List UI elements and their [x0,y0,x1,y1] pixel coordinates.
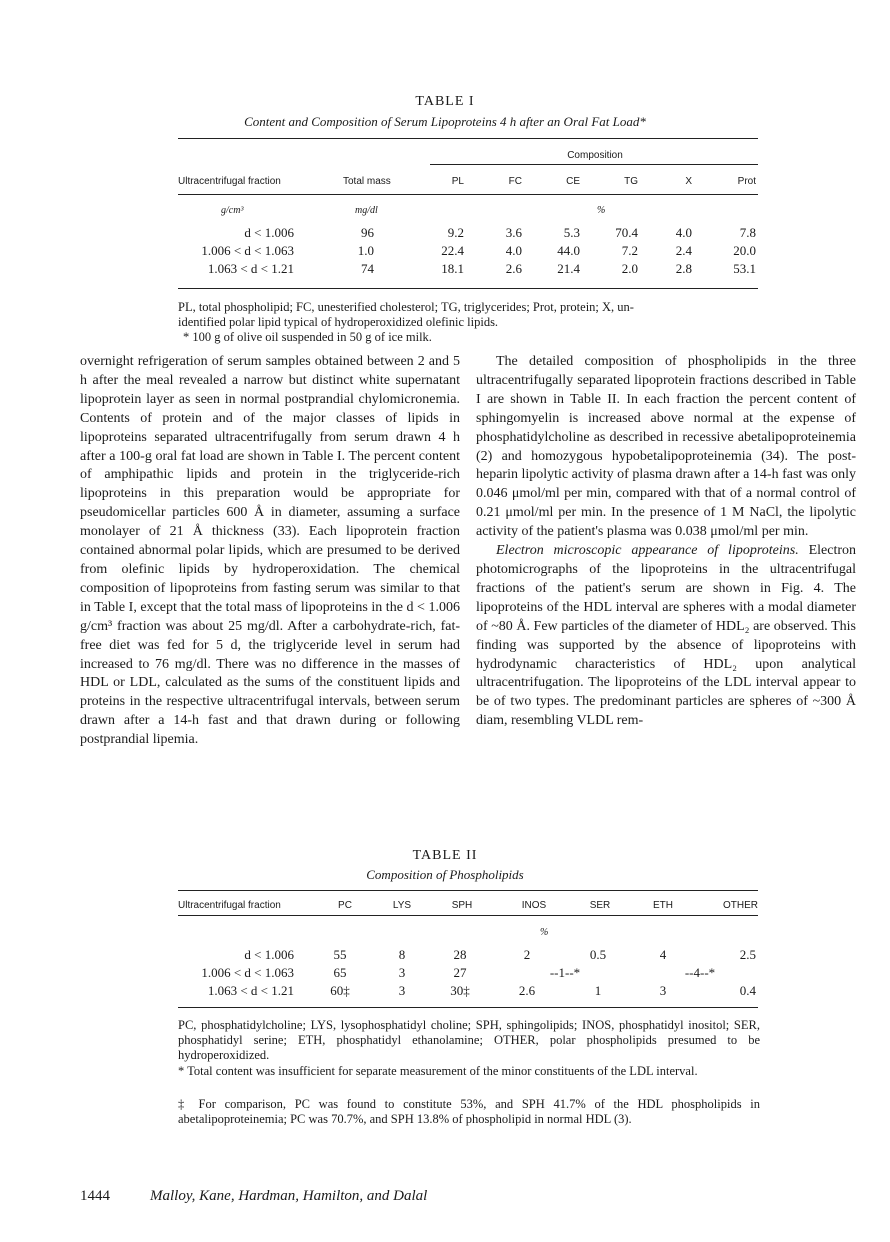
lys-cell: 3 [398,965,406,980]
table2-note-abbrev: PC, phosphatidylcholine; LYS, lysophosphatidyl choline; SPH, sphingolipids; INOS, phosphatidyl inositol; SER, phosphatidyl serine; ETH, phosphatidyl ethanolamine; OTHER, polar phospholipids presumed to be hydroperoxidized. [178,1018,760,1062]
table1-label: TABLE I [415,94,475,109]
eth-other-cell: --4--* [684,965,716,980]
table1-header-mass: Total mass [343,176,391,187]
section-text: Electron photomicrographs of the lipoproteins in the ultracentrifugal fractions of the patient's serum are shown in Fig. 4. The lipoproteins of the HDL interval are spheres with a modal diameter of ~80 Å. Few particles of the diameter of HDL₂ are observed. This finding was supported by the absence of lipoproteins with hydrodynamic characteristics of HDL₂ upon analytical ultracentrifugation. The lipoproteins of the LDL interval appear to be of two types. The predominant particles are spheres of ~300 Å diam, resembling VLDL rem- [476,543,856,729]
table1-spanner-rule [430,164,758,165]
table1-bottom-rule [178,288,758,289]
right-column [476,353,856,731]
table1-header-rule [178,194,758,195]
other-cell: 0.4 [739,983,756,998]
table2-header-sph: SPH [451,900,473,911]
other-cell: 2.5 [739,947,756,962]
prot-cell: 7.8 [739,225,756,240]
inos-ser-cell: --1--* [549,965,581,980]
fraction-cell: d < 1.006 [244,947,294,962]
ce-cell: 44.0 [557,243,580,258]
lys-cell: 3 [398,983,406,998]
pl-cell: 22.4 [441,243,464,258]
ce-cell: 5.3 [563,225,580,240]
mass-cell: 96 [361,225,374,240]
fraction-cell: 1.006 < d < 1.063 [201,243,294,258]
eth-cell: 3 [659,983,667,998]
table2-header-rule [178,915,758,916]
ce-cell: 21.4 [557,261,580,276]
x-cell: 2.8 [675,261,692,276]
table2-header-lys: LYS [392,900,412,911]
table1-caption: Content and Composition of Serum Lipoproteins 4 h after an Oral Fat Load* [244,114,646,129]
page-number: 1444 [80,1188,110,1204]
lys-cell: 8 [398,947,406,962]
table1-footnote: * 100 g of olive oil suspended in 50 g of ice milk. [183,330,432,344]
table2-caption: Composition of Phospholipids [366,867,524,882]
table2-label: TABLE II [412,848,478,863]
mass-cell: 1.0 [357,243,374,258]
inos-cell: 2.6 [518,983,536,998]
x-cell: 4.0 [675,225,692,240]
table2-bottom-rule [178,1007,758,1008]
table1-unit-composition: % [597,205,606,216]
tg-cell: 2.0 [621,261,638,276]
table2-footnote-dagger: ‡ For comparison, PC was found to constitute 53%, and SPH 41.7% of the HDL phospholipids in abetalipoproteinemia; PC was 70.7%, and SPH 13.8% of phospholipid in normal HDL (3). [178,1097,760,1126]
table1-header-fraction: Ultracentrifugal fraction [178,176,281,187]
table2-header-inos: INOS [521,900,547,911]
pl-cell: 18.1 [441,261,464,276]
eth-cell: 4 [659,947,667,962]
table1-note-abbrev-cont: identified polar lipid typical of hydroperoxidized olefinic lipids. [178,315,499,329]
table2-header-ser: SER [589,900,611,911]
table1-header-fc: FC [508,176,522,187]
table1-spanner: Composition [567,150,623,161]
table1-unit-mass: mg/dl [355,205,378,216]
fraction-cell: 1.063 < d < 1.21 [207,983,294,998]
table1-header-ce: CE [566,176,580,187]
table1-header-tg: TG [624,176,638,187]
table2-header-fraction: Ultracentrifugal fraction [178,900,281,911]
x-cell: 2.4 [675,243,692,258]
table2-header-other: OTHER [723,900,758,911]
left-column [80,353,460,750]
sph-cell: 30‡ [450,983,470,998]
prot-cell: 53.1 [733,261,756,276]
fraction-cell: d < 1.006 [244,225,294,240]
fraction-cell: 1.063 < d < 1.21 [207,261,294,276]
table1-top-rule [178,138,758,139]
pl-cell: 9.2 [447,225,464,240]
table1-header-pl: PL [451,176,464,187]
mass-cell: 74 [361,261,374,276]
pc-cell: 60‡ [330,983,350,998]
ser-cell: 0.5 [589,947,607,962]
tg-cell: 7.2 [621,243,638,258]
pc-cell: 55 [333,947,347,962]
table1-note-abbrev: PL, total phospholipid; FC, unesterified cholesterol; TG, triglycerides; Prot, protein; X, un- [178,300,634,314]
table1-header-x: X [685,176,692,187]
fc-cell: 3.6 [505,225,522,240]
tg-cell: 70.4 [615,225,638,240]
sph-cell: 28 [453,947,467,962]
fc-cell: 2.6 [505,261,522,276]
left-paragraph: overnight refrigeration of serum samples obtained between 2 and 5 h after the meal revealed a narrow but distinct white supernatant lipoprotein layer as seen in normal postprandial chylomicronemia. Contents of protein and of the major classes of lipids in lipoproteins separated ultracentrifugally from serum drawn 4 h after a 100-g oral fat load are shown in Table I. The percent content of amphipathic lipids and protein in the triglyceride-rich lipoproteins in this preparation would be appropriate for pseudomicellar particles 600 Å in diameter, assuming a surface monolayer of 21 Å thickness (33). Each lipoprotein fraction contained abnormal polar lipids, which are presumed to be derived from olefinic lipids by hydroperoxidation. The chemical composition of lipoproteins from fasting serum was similar to that in Table I, except that the total mass of lipoproteins in the d < 1.006 g/cm³ fraction was about 25 mg/dl. After a carbohydrate-rich, fat-free diet was fed for 5 d, the triglyceride level in serum had increased to 76 mg/dl. There was no difference in the masses of HDL or LDL, calculated as the sums of the constituent lipids and proteins in the respective ultracentrifugal intervals, between serum drawn after a 14-h fast and that drawn during or following postprandial lipemia. [80,354,460,748]
table1-unit-fraction: g/cm³ [221,205,244,216]
inos-cell: 2 [523,947,531,962]
right-paragraph-electron [476,542,856,731]
table2-header-eth: ETH [653,900,673,911]
fc-cell: 4.0 [505,243,522,258]
sph-cell: 27 [453,965,467,980]
running-authors: Malloy, Kane, Hardman, Hamilton, and Dalal [150,1188,428,1204]
table2-unit: % [540,927,549,938]
right-paragraph-phospholipids: The detailed composition of phospholipids in the three ultracentrifugally separated lipoprotein fractions described in Table I are shown in Table II. In each fraction the percent content of sphingomyelin is increased above normal at the expense of phosphatidylcholine as described in recessive abetalipoproteinemia (2) and homozygous hypobetalipoproteinemia (34). The post-heparin lipolytic activity of plasma drawn after a 14-h fast was only 0.046 μmol/ml per min, compared with that of a normal control of 0.21 μmol/ml per min. In the presence of 1 M NaCl, the lipolytic activity of the patient's plasma was 0.038 μmol/ml per min. [476,354,856,540]
table1-header-prot: Prot [737,176,756,187]
section-heading: Electron microscopic appearance of lipoproteins. [496,543,799,559]
table2-header-pc: PC [338,900,352,911]
pc-cell: 65 [333,965,347,980]
prot-cell: 20.0 [733,243,756,258]
table2-top-rule [178,890,758,891]
ser-cell: 1 [594,983,602,998]
fraction-cell: 1.006 < d < 1.063 [201,965,294,980]
table2-footnote-star: * Total content was insufficient for separate measurement of the minor constituents of the LDL interval. [178,1064,698,1078]
